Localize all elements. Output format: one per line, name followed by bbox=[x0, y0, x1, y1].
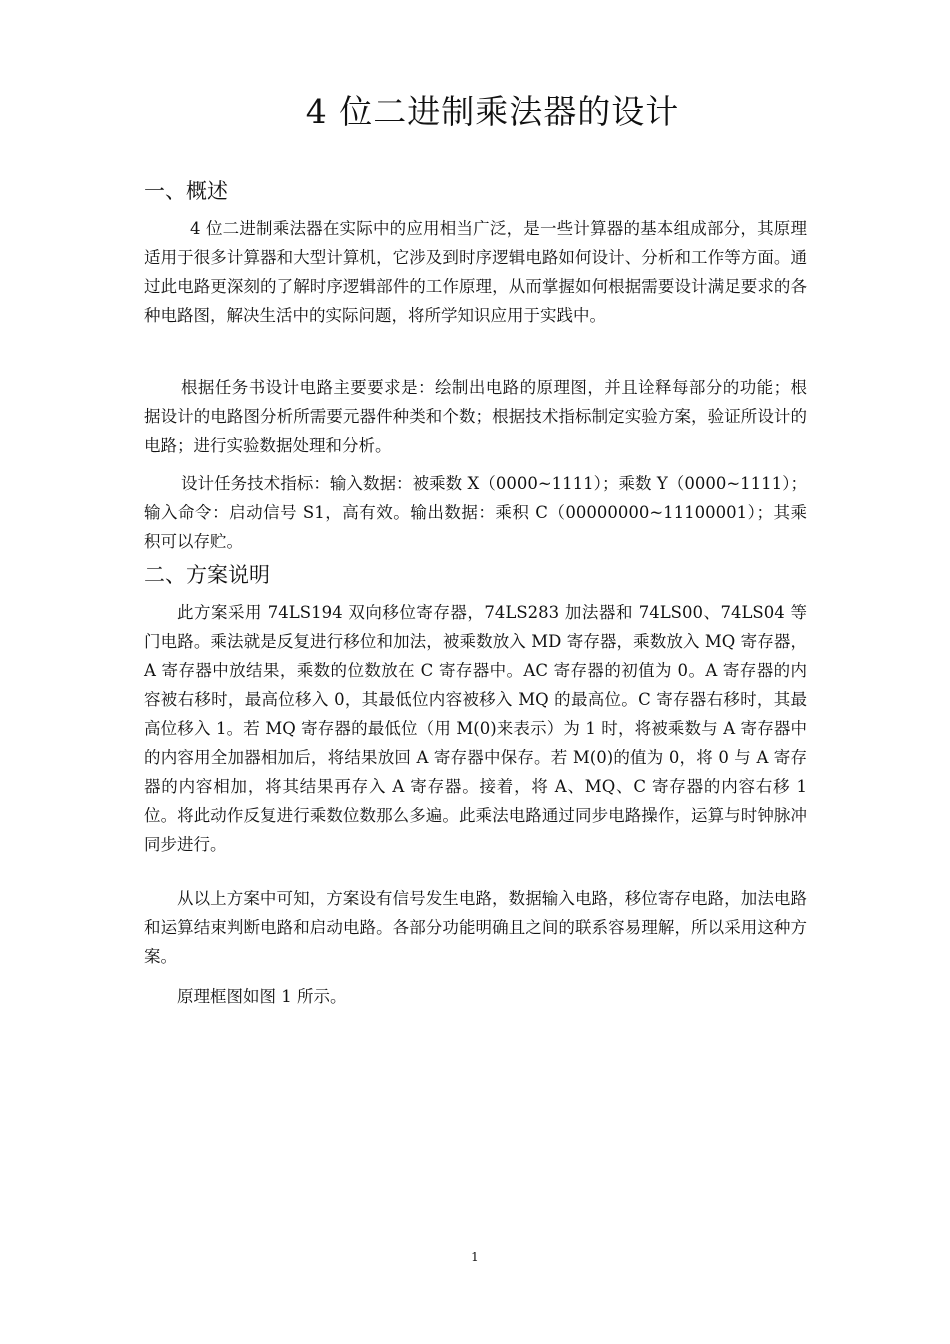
paragraph-figure-reference: 原理框图如图 1 所示。 bbox=[177, 987, 347, 1006]
section-heading-overview: 一、概述 bbox=[144, 179, 228, 203]
paragraph-technical-specs: 设计任务技术指标：输入数据：被乘数 X（0000~1111）；乘数 Y（0000~1111）；输入命令：启动信号 S1，高有效。输出数据：乘积 C（00000000~11100001）；其乘积可以存贮。 bbox=[144, 474, 807, 551]
paragraph-design-requirements: 根据任务书设计电路主要要求是：绘制出电路的原理图，并且诠释每部分的功能；根据设计的电路图分析所需要元器件种类和个数；根据技术指标制定实验方案，验证所设计的电路；进行实验数据处理和分析。 bbox=[144, 378, 807, 455]
paragraph-scheme-summary: 从以上方案中可知，方案设有信号发生电路，数据输入电路，移位寄存电路，加法电路和运算结束判断电路和启动电路。各部分功能明确且之间的联系容易理解，所以采用这种方案。 bbox=[144, 889, 807, 966]
document-title: 4 位二进制乘法器的设计 bbox=[305, 92, 680, 131]
section-heading-scheme: 二、方案说明 bbox=[144, 563, 270, 587]
page-number: 1 bbox=[471, 1250, 479, 1264]
paragraph-overview-intro: 4 位二进制乘法器在实际中的应用相当广泛，是一些计算器的基本组成部分，其原理适用于很多计算器和大型计算机，它涉及到时序逻辑电路如何设计、分析和工作等方面。通过此电路更深刻的了解时序逻辑部件的工作原理，从而掌握如何根据需要设计满足要求的各种电路图，解决生活中的实际问题，将所学知识应用于实践中。 bbox=[144, 219, 807, 325]
paragraph-scheme-description: 此方案采用 74LS194 双向移位寄存器，74LS283 加法器和 74LS00、74LS04 等门电路。乘法就是反复进行移位和加法，被乘数放入 MD 寄存器，乘数放入 MQ 寄存器，A 寄存器中放结果，乘数的位数放在 C 寄存器中。AC 寄存器的初值为 0。A 寄存器的内容被右移时，最高位移入 0，其最低位内容被移入 MQ 的最高位。C 寄存器右移时，其最高位移入 1。若 MQ 寄存器的最低位（用 M(0)来表示）为 1 时，将被乘数与 A 寄存器中的内容用全加器相加后，将结果放回 A 寄存器中保存。若 M(0)的值为 0，将 0 与 A 寄存器的内容相加，将其结果再存入 A 寄存器。接着，将 A、MQ、C 寄存器的内容右移 1 位。将此动作反复进行乘数位数那么多遍。此乘法电路通过同步电路操作，运算与时钟脉冲同步进行。 bbox=[144, 603, 807, 854]
